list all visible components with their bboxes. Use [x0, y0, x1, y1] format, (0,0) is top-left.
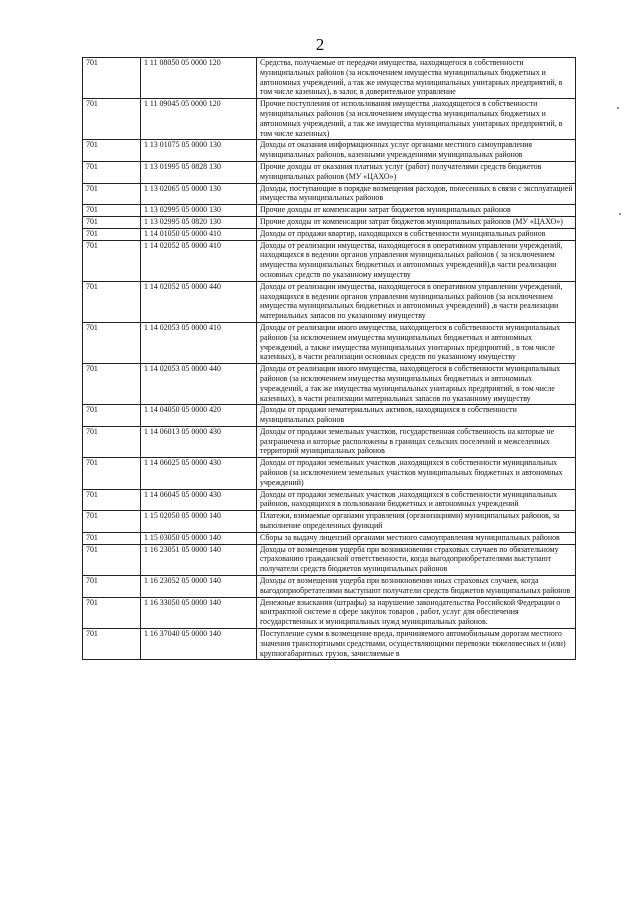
admin-code-cell: 701	[83, 322, 141, 363]
revenue-name-cell: Прочие поступления от использования имущества ,находящегося в собственности муниципальных районов (за исключением имущества муниципальных бюджетных и автономных учреждений, а так же имущества муниципальных унитарных предприятий, в том числе казенных)	[257, 99, 576, 140]
admin-code-cell: 701	[83, 205, 141, 217]
admin-code-cell: 701	[83, 364, 141, 405]
revenue-name-cell: Доходы от оказания информационных услуг органами местного самоуправления муниципальных районов, казенными учреждениями муниципальных районов	[257, 140, 576, 162]
table-body	[83, 58, 576, 660]
budget-code-cell: 1 16 23051 05 0000 140	[141, 544, 257, 575]
budget-code-cell: 1 16 33050 05 0000 140	[141, 597, 257, 628]
revenue-name-cell: Прочие доходы от компенсации затрат бюджетов муниципальных районов (МУ «ЦАХО»)	[257, 216, 576, 228]
admin-code-cell: 701	[83, 405, 141, 427]
revenue-name-cell: Доходы от реализации иного имущества, находящегося в собственности муниципальных районов (за исключением имущества муниципальных бюджетных и автономных учреждений, а также имущества муниципальных унитарных предприятий , в том числе казенных), в части реализации основных средств по указанному имуществу	[257, 322, 576, 363]
budget-code-cell: 1 16 37040 05 0000 140	[141, 629, 257, 660]
budget-code-cell: 1 13 02995 05 0000 130	[141, 205, 257, 217]
page-number: 2	[315, 35, 325, 54]
revenue-name-cell: Доходы от продажи нематериальных активов, находящихся в собственности муниципальных районов	[257, 405, 576, 427]
admin-code-cell: 701	[83, 183, 141, 205]
admin-code-cell: 701	[83, 511, 141, 533]
table-row	[83, 511, 576, 533]
budget-code-cell: 1 11 08050 05 0000 120	[141, 58, 257, 99]
table-row	[83, 216, 576, 228]
budget-code-cell: 1 15 03050 05 0000 140	[141, 532, 257, 544]
budget-code-cell: 1 14 02053 05 0000 410	[141, 322, 257, 363]
revenue-name-cell: Денежные взыскания (штрафы) за нарушение законодательства Российской Федерации о контрактной системе в сфере закупок товаров , работ, услуг для обеспечения государственных и муниципальных нужд муниципальных районов.	[257, 597, 576, 628]
admin-code-cell: 701	[83, 426, 141, 457]
budget-code-cell: 1 14 06013 05 0000 430	[141, 426, 257, 457]
revenue-name-cell: Сборы за выдачу лицензий органами местного самоуправления муниципальных районов	[257, 532, 576, 544]
table-row	[83, 544, 576, 575]
budget-code-cell: 1 14 04050 05 0000 420	[141, 405, 257, 427]
table-row	[83, 281, 576, 322]
admin-code-cell: 701	[83, 161, 141, 183]
table-row	[83, 597, 576, 628]
budget-code-cell: 1 13 01995 05 0828 130	[141, 161, 257, 183]
admin-code-cell: 701	[83, 576, 141, 598]
table-row	[83, 426, 576, 457]
table-row	[83, 405, 576, 427]
table-row	[83, 140, 576, 162]
admin-code-cell: 701	[83, 544, 141, 575]
table-row	[83, 458, 576, 489]
budget-code-cell: 1 13 02995 05 0820 130	[141, 216, 257, 228]
admin-code-cell: 701	[83, 281, 141, 322]
admin-code-cell: 701	[83, 140, 141, 162]
table-row	[83, 364, 576, 405]
budget-code-cell: 1 11 09045 05 0000 120	[141, 99, 257, 140]
revenue-codes-table	[82, 57, 576, 660]
table-row	[83, 228, 576, 240]
budget-code-cell: 1 13 01075 05 0000 130	[141, 140, 257, 162]
table-row	[83, 183, 576, 205]
budget-code-cell: 1 14 06045 05 0000 430	[141, 489, 257, 511]
budget-code-cell: 1 14 02052 05 0000 440	[141, 281, 257, 322]
revenue-name-cell: Доходы от продажи земельных участков, государственная собственность на которые не разграничена и которые расположены в границах сельских поселений и межселенных территорий муниципальных районов	[257, 426, 576, 457]
revenue-name-cell: Доходы, поступающие в порядке возмещения расходов, понесенных в связи с эксплуатацией имущества муниципальных районов	[257, 183, 576, 205]
admin-code-cell: 701	[83, 216, 141, 228]
table-row	[83, 205, 576, 217]
admin-code-cell: 701	[83, 489, 141, 511]
scan-speck	[619, 213, 621, 215]
admin-code-cell: 701	[83, 532, 141, 544]
budget-code-cell: 1 14 02052 05 0000 410	[141, 240, 257, 281]
scan-speck	[617, 107, 619, 109]
budget-code-cell: 1 15 02050 05 0000 140	[141, 511, 257, 533]
admin-code-cell: 701	[83, 58, 141, 99]
revenue-name-cell: Средства, получаемые от передачи имущества, находящегося в собственности муниципальных районов (за исключением имущества муниципальных бюджетных и автономных учреждений, а так же имущества муниципальных унитарных предприятий, в том числе казенных), в залог, в доверительное управление	[257, 58, 576, 99]
table-row	[83, 99, 576, 140]
revenue-name-cell: Прочие доходы от оказания платных услуг (работ) получателями средств бюджетов муниципальных районов (МУ «ЦАХО»)	[257, 161, 576, 183]
revenue-name-cell: Доходы от возмещения ущерба при возникновении иных страховых случаев, когда выгодоприобретателями выступают получатели средств бюджетов муниципальных районов	[257, 576, 576, 598]
revenue-name-cell: Платежи, взимаемые органами управления (организациями) муниципальных районов, за выполнение определенных функций	[257, 511, 576, 533]
budget-code-cell: 1 14 01050 05 0000 410	[141, 228, 257, 240]
admin-code-cell: 701	[83, 458, 141, 489]
revenue-name-cell: Доходы от возмещения ущерба при возникновении страховых случаев по обязательному страхованию гражданской ответственности, когда выгодоприобретателями выступают получатели средств бюджетов муниципальных районов	[257, 544, 576, 575]
admin-code-cell: 701	[83, 99, 141, 140]
budget-code-cell: 1 16 23052 05 0000 140	[141, 576, 257, 598]
budget-code-cell: 1 14 02053 05 0000 440	[141, 364, 257, 405]
revenue-name-cell: Доходы от продажи квартир, находящихся в собственности муниципальных районов	[257, 228, 576, 240]
table-row	[83, 576, 576, 598]
revenue-name-cell: Доходы от реализации иного имущества, находящегося в собственности муниципальных районов (за исключением имущества муниципальных бюджетных и автономных учреждений, а так же имущества муниципальных унитарных предприятий, в том числе казенных), в части реализации материальных запасов по указанному имуществу	[257, 364, 576, 405]
table-row	[83, 532, 576, 544]
revenue-name-cell: Поступление сумм в возмещение вреда, причиняемого автомобильным дорогам местного значения транспортными средствами, осуществляющими перевозки тяжеловесных и (или) крупногабаритных грузов, зачисляемые в	[257, 629, 576, 660]
admin-code-cell: 701	[83, 629, 141, 660]
budget-code-cell: 1 14 06025 05 0000 430	[141, 458, 257, 489]
table-row	[83, 629, 576, 660]
table-row	[83, 322, 576, 363]
revenue-name-cell: Доходы от реализации имущества, находящегося в оперативном управлении учреждений, находящихся в ведении органов управления муниципальных районов (за исключением имущества муниципальных бюджетных и автономных учреждений) ,в части реализации материальных запасов по указанному имуществу	[257, 281, 576, 322]
revenue-name-cell: Прочие доходы от компенсации затрат бюджетов муниципальных районов	[257, 205, 576, 217]
table-row	[83, 58, 576, 99]
table-row	[83, 489, 576, 511]
budget-code-cell: 1 13 02065 05 0000 130	[141, 183, 257, 205]
revenue-name-cell: Доходы от продажи земельных участков ,находящихся в собственности муниципальных районов (за исключением земельных участков муниципальных бюджетных и автономных учреждений)	[257, 458, 576, 489]
table-row	[83, 240, 576, 281]
admin-code-cell: 701	[83, 597, 141, 628]
table-row	[83, 161, 576, 183]
admin-code-cell: 701	[83, 228, 141, 240]
revenue-name-cell: Доходы от реализации имущества, находящегося в оперативном управлении учреждений, находящихся в ведении органов управления муниципальных районов ( за исключением имущества муниципальных бюджетных и автономных учреждений),в части реализации основных средств по указанному имуществу	[257, 240, 576, 281]
revenue-name-cell: Доходы от продажи земельных участков ,находящихся в собственности муниципальных районов, находящихся в пользовании бюджетных и автономных учреждений	[257, 489, 576, 511]
admin-code-cell: 701	[83, 240, 141, 281]
